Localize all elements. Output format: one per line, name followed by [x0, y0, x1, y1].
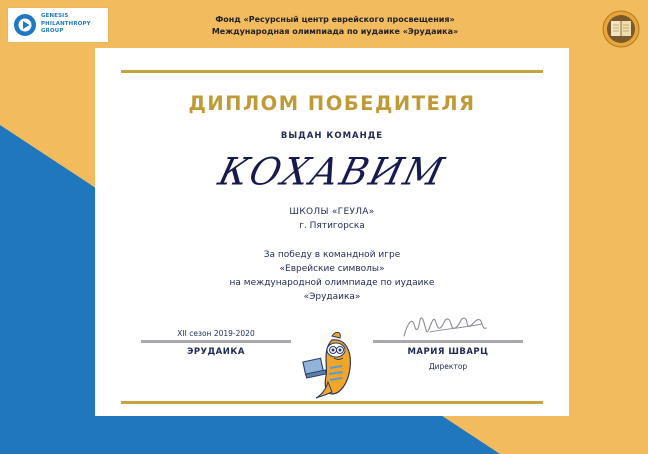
logo-line: GENESIS [41, 13, 69, 19]
bottom-gold-rule [121, 401, 543, 404]
team-name: КОХАВИМ [214, 149, 450, 194]
reason-line: За победу в командной игре [263, 250, 401, 260]
logo-line: GROUP [41, 28, 64, 35]
left-signature-rule [141, 340, 291, 343]
issued-to-label: ВЫДАН КОМАНДЕ [280, 131, 384, 141]
logo-line: PHILANTHROPY [41, 20, 91, 27]
signer-name: МАРИЯ ШВАРЦ [407, 347, 489, 357]
right-signature-rule [373, 340, 523, 343]
olympiad-name: Международная олимпиада по иудаике «Эрудаика» [211, 27, 459, 36]
logo-text [41, 13, 105, 36]
genesis-logo-mark-icon [13, 13, 37, 37]
diploma-title: ДИПЛОМ ПОБЕДИТЕЛЯ [188, 92, 476, 115]
reason-line: на международной олимпиаде по иудаике [229, 278, 435, 288]
handwritten-signature-icon [400, 310, 490, 342]
school-name: ШКОЛЫ «ГЕУЛА» [289, 207, 375, 217]
book-emblem-icon [602, 10, 640, 48]
top-gold-rule [121, 70, 543, 73]
foundation-header [150, 14, 520, 38]
reason-line: «Эрудаика» [303, 292, 361, 302]
award-reason [95, 248, 569, 304]
season-label: XII сезон 2019-2020 [177, 329, 255, 338]
city-name: г. Пятигорска [299, 221, 365, 231]
genesis-philanthropy-logo [8, 8, 108, 42]
fish-with-laptop-mascot-icon [302, 330, 362, 400]
reason-line: «Еврейские символы» [279, 264, 385, 274]
signer-role: Директор [428, 362, 468, 371]
organization-name: ЭРУДАИКА [187, 347, 245, 357]
diploma-sheet [95, 48, 569, 416]
foundation-name: Фонд «Ресурсный центр еврейского просвещения» [215, 15, 455, 24]
